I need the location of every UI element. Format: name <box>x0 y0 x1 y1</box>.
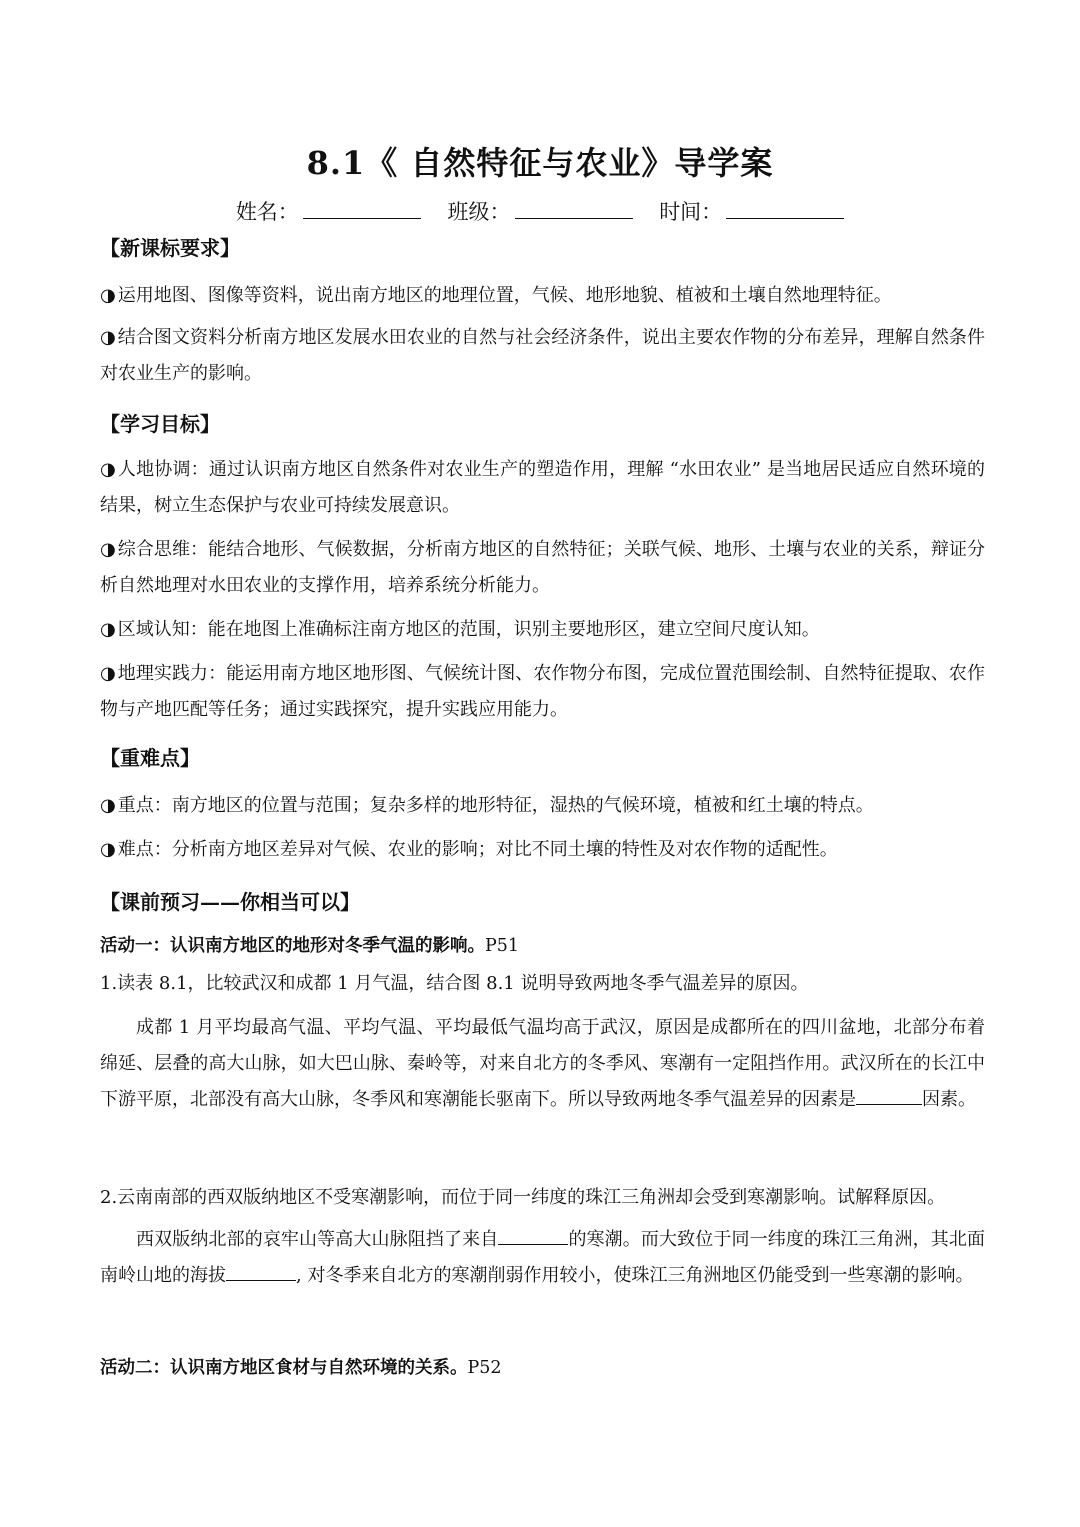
page-title: 8.1《 自然特征与农业》导学案 <box>306 144 774 182</box>
half-circle-icon: ◑ <box>100 839 116 860</box>
page-ref: P52 <box>467 1358 502 1378</box>
answer-two: 西双版纳北部的哀牢山等高大山脉阻挡了来自 的寒潮。而大致位于同一纬度的珠江三角洲，其北面南岭山地的海拔 , 对冬季来自北方的寒潮削弱作用较小，使珠江三角洲地区仍能受到一些寒潮的影响。 <box>100 1229 986 1286</box>
page-ref: P51 <box>485 936 520 956</box>
class-field[interactable]: 班级： <box>448 200 633 224</box>
time-field[interactable]: 时间： <box>659 200 844 224</box>
goal-item: ◑ 综合思维：能结合地形、气候数据，分析南方地区的自然特征；关联气候、地形、土壤与农业的关系，辩证分析自然地理对水田农业的支撑作用，培养系统分析能力。 <box>100 539 985 596</box>
half-circle-icon: ◑ <box>100 459 116 480</box>
answer-one: 成都 1 月平均最高气温、平均气温、平均最低气温均高于武汉，原因是成都所在的四川盆地，北部分布着绵延、层叠的高大山脉，如大巴山脉、秦岭等，对来自北方的冬季风、寒潮有一定阻挡作用。武汉所在的长江中下游平原，北部没有高大山脉，冬季风和寒潮能长驱南下。所以导致两地冬季气温差异的因素是 因素。 <box>100 1017 985 1110</box>
name-blank[interactable] <box>303 200 421 219</box>
preview-heading: 【课前预习——你相当可以】 <box>100 890 360 914</box>
goal-item: ◑ 地理实践力：能运用南方地区地形图、气候统计图、农作物分布图，完成位置范围绘制、自然特征提取、农作物与产地匹配等任务；通过实践探究，提升实践应用能力。 <box>100 663 985 720</box>
half-circle-icon: ◑ <box>100 327 116 348</box>
key-point-item: ◑ 难点：分析南方地区差异对气候、农业的影响；对比不同土壤的特性及对农作物的适配性。 <box>100 839 838 860</box>
standards-item: ◑ 运用地图、图像等资料，说出南方地区的地理位置，气候、地形地貌、植被和土壤自然地理特征。 <box>100 285 892 306</box>
standards-item: ◑ 结合图文资料分析南方地区发展水田农业的自然与社会经济条件，说出主要农作物的分布差异，理解自然条件对农业生产的影响。 <box>100 327 985 384</box>
class-blank[interactable] <box>515 200 633 219</box>
activity-two-title: 活动二：认识南方地区食材与自然环境的关系。P52 <box>100 1358 502 1378</box>
fill-in-blank[interactable] <box>226 1264 296 1281</box>
half-circle-icon: ◑ <box>100 663 116 684</box>
goal-item: ◑ 区域认知：能在地图上准确标注南方地区的范围，识别主要地形区，建立空间尺度认知。 <box>100 619 820 640</box>
time-blank[interactable] <box>726 200 844 219</box>
half-circle-icon: ◑ <box>100 619 116 640</box>
fill-in-blank[interactable] <box>498 1228 568 1245</box>
half-circle-icon: ◑ <box>100 285 116 306</box>
half-circle-icon: ◑ <box>100 795 116 816</box>
goals-heading: 【学习目标】 <box>100 412 220 436</box>
student-info-row <box>0 196 1080 226</box>
question-two: 2.云南南部的西双版纳地区不受寒潮影响，而位于同一纬度的珠江三角洲却会受到寒潮影响。试解释原因。 <box>100 1187 946 1208</box>
name-field[interactable]: 姓名： <box>236 200 421 224</box>
key-points-heading: 【重难点】 <box>100 746 200 770</box>
standards-heading: 【新课标要求】 <box>100 236 240 260</box>
key-point-item: ◑ 重点：南方地区的位置与范围；复杂多样的地形特征，湿热的气候环境，植被和红土壤的特点。 <box>100 795 874 816</box>
fill-in-blank[interactable] <box>856 1088 922 1105</box>
activity-one-title: 活动一：认识南方地区的地形对冬季气温的影响。P51 <box>100 936 520 956</box>
half-circle-icon: ◑ <box>100 539 116 560</box>
goal-item: ◑ 人地协调：通过认识南方地区自然条件对农业生产的塑造作用，理解 “水田农业” 是当地居民适应自然环境的结果，树立生态保护与农业可持续发展意识。 <box>100 459 985 516</box>
question-one: 1.读表 8.1，比较武汉和成都 1 月气温，结合图 8.1 说明导致两地冬季气温差异的原因。 <box>100 973 809 994</box>
